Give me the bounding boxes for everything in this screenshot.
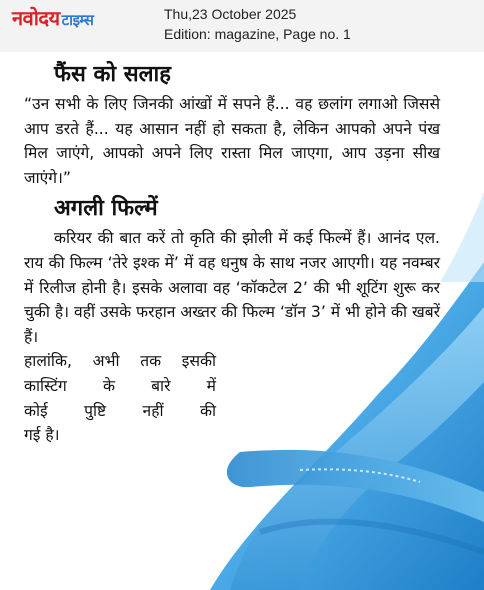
masthead <box>0 0 484 52</box>
edition-page: Edition: magazine, Page no. 1 <box>164 26 351 42</box>
logo-main-text: नवोदय <box>12 6 60 30</box>
quote-paragraph: “उन सभी के लिए जिनकी आंखों में सपने हैं... वह छलांग लगाओ जिससे आप डरते हैं... यह आसान नहीं हो सकता है, लेकिन आपको अपने पंख मिल जाएंगे, आपको अपने लिए रास्ता मिल जाएगा, आप उड़ना सीख जाएंगे।” <box>24 95 440 187</box>
article-block <box>24 60 440 448</box>
body-line: गई है। <box>24 426 60 445</box>
body-narrow-column <box>24 349 216 447</box>
logo-sub-text: टाइम्स <box>61 11 94 29</box>
edition-info <box>164 4 351 44</box>
body-line: कोई पुष्टि नहीं की <box>24 401 216 420</box>
newspaper-logo <box>12 8 93 28</box>
issue-date: Thu,23 October 2025 <box>164 6 297 22</box>
body-line: हालांकि, अभी तक इसकी <box>24 352 216 371</box>
body-line: कास्टिंग के बारे में <box>24 376 216 395</box>
heading-fans-advice: फैंस को सलाह <box>54 62 171 87</box>
body-paragraph <box>24 226 440 349</box>
heading-upcoming-films: अगली फिल्में <box>54 196 158 222</box>
body-text-wide: करियर की बात करें तो कृति की झोली में कई फिल्में हैं। आनंद एल. राय की फिल्म ‘तेरे इश्क में’ में वह धनुष के साथ नजर आएगी। यह नवम्बर में रिलीज होनी है। इसके अलावा वह ‘कॉकटेल 2’ की भी शूटिंग शुरू कर चुकी है। वहीं उसके फरहान अख्तर की फिल्म ‘डॉन 3’ में भी होने की खबरें हैं। <box>24 229 440 346</box>
